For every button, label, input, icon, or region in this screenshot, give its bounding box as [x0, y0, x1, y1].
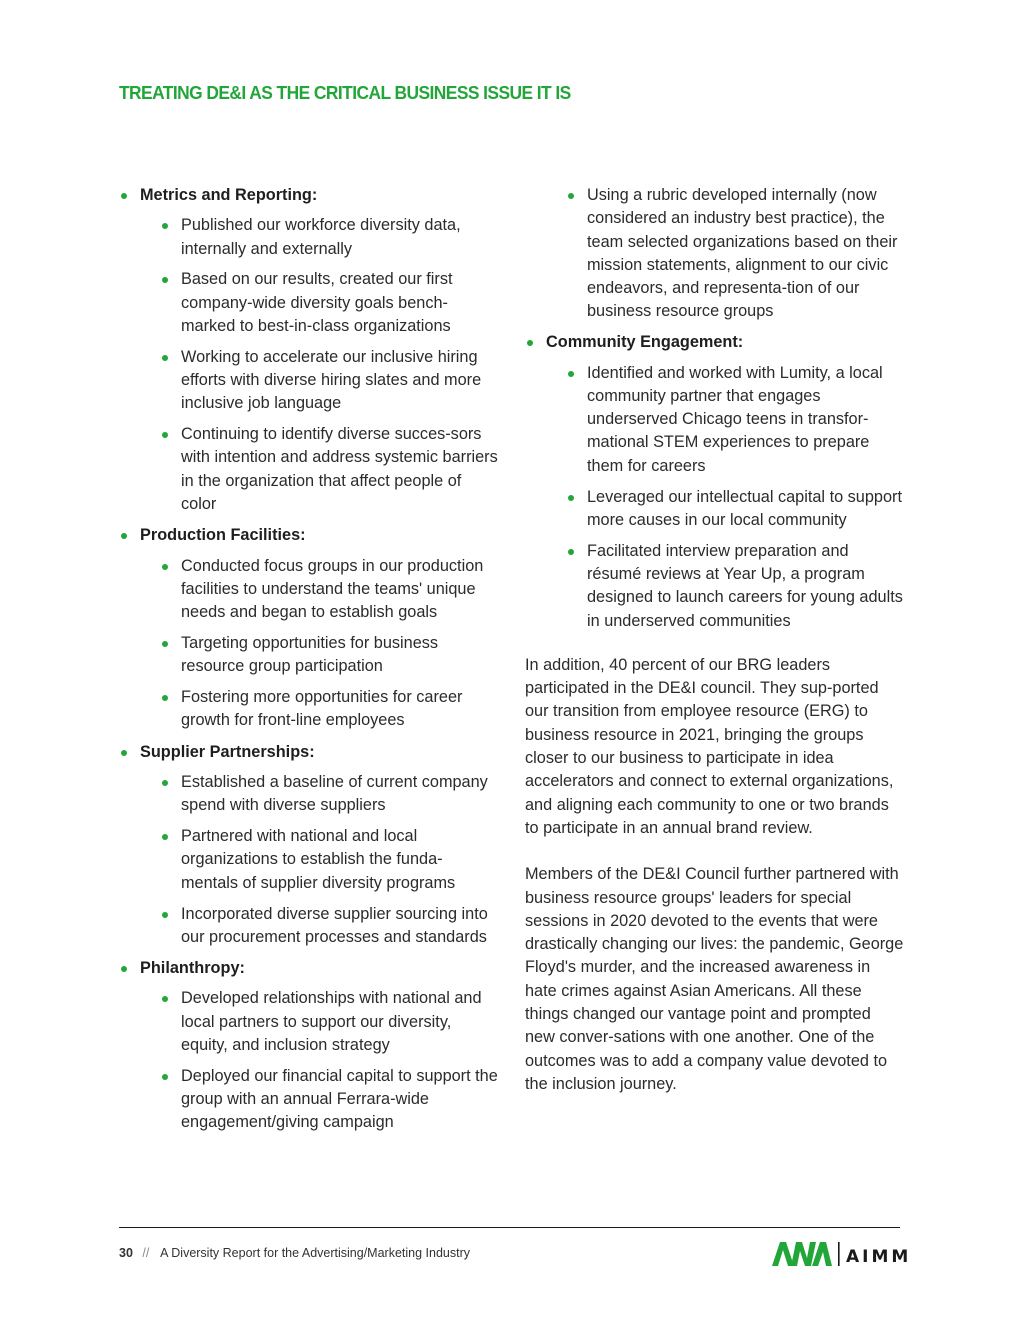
section-title: Production Facilities:	[140, 526, 306, 545]
report-title: A Diversity Report for the Advertising/Marketing Industry	[160, 1246, 470, 1260]
footer-separator: //	[142, 1246, 150, 1260]
section-list	[525, 331, 905, 633]
section-title: Supplier Partnerships:	[140, 742, 315, 761]
list-item	[160, 555, 499, 625]
bullet-icon	[162, 912, 168, 918]
logo-divider	[838, 1242, 840, 1266]
list-item	[160, 771, 499, 818]
list-item	[160, 346, 499, 416]
partner-logos	[772, 1238, 912, 1270]
footer	[119, 1246, 470, 1260]
item-text: Working to accelerate our inclusive hiring efforts with diverse hiring slates and more inclusive job language	[181, 347, 482, 413]
section-production-facilities	[119, 524, 499, 732]
right-column	[525, 184, 905, 1119]
bullet-icon	[121, 193, 127, 199]
page-number: 30	[119, 1246, 133, 1260]
item-text: Targeting opportunities for business resource group participation	[181, 634, 439, 676]
item-list	[140, 771, 499, 949]
left-column	[119, 184, 499, 1143]
item-text: Published our workforce diversity data, internally and externally	[181, 216, 461, 258]
list-item	[160, 1065, 499, 1135]
item-text: Continuing to identify diverse succes-sors with intention and address systemic barriers in the organization that affect people of color	[181, 425, 498, 514]
bullet-icon	[162, 996, 168, 1002]
aimm-logo: AIMM	[846, 1247, 912, 1267]
item-text: Fostering more opportunities for career growth for front-line employees	[181, 688, 463, 730]
item-text: Deployed our financial capital to support the group with an annual Ferrara-wide engagement/giving campaign	[181, 1066, 498, 1132]
list-item	[160, 423, 499, 516]
list-item	[566, 540, 905, 633]
list-item	[160, 903, 499, 950]
section-list	[119, 184, 499, 1135]
bullet-icon	[162, 277, 168, 283]
item-text: Incorporated diverse supplier sourcing into our procurement processes and standards	[181, 904, 488, 946]
body-paragraph: Members of the DE&I Council further partnered with business resource groups' leaders for special sessions in 2020 devoted to the events that were drastically changing our lives: the pandemic, George Floyd's murder, and the increased awareness in hate crimes against Asian Americans. All these things changed our vantage point and prompted new conver-sations with one another. One of the outcomes was to add a company value devoted to the inclusion journey.	[525, 865, 904, 1093]
section-supplier-partnerships	[119, 741, 499, 949]
section-philanthropy	[119, 957, 499, 1135]
item-text: Partnered with national and local organizations to establish the funda-mentals of supplier diversity programs	[181, 827, 456, 892]
svg-text:ANA: ANA	[772, 1269, 775, 1270]
body-paragraph: In addition, 40 percent of our BRG leaders participated in the DE&I council. They sup-ported our transition from employee resource (ERG) to business resource in 2021, bringing the groups closer to our business to participate in idea accelerators and connect to external organizations, and aligning each community to one or two brands to participate in an annual brand review.	[525, 655, 894, 837]
ana-logo	[772, 1242, 832, 1270]
list-item	[160, 825, 499, 895]
bullet-icon	[162, 834, 168, 840]
item-text: Identified and worked with Lumity, a local community partner that engages underserved Chicago teens in transfor-mational STEM experiences to prepare them for careers	[587, 363, 883, 475]
list-item	[160, 214, 499, 261]
list-item	[160, 987, 499, 1057]
list-item	[566, 362, 905, 478]
list-item	[160, 268, 499, 338]
bullet-icon	[568, 371, 574, 377]
item-text: Based on our results, created our first company-wide diversity goals bench-marked to best-in-class organizations	[181, 270, 453, 335]
section-title: Philanthropy:	[140, 959, 245, 978]
bullet-icon	[162, 564, 168, 570]
list-item	[160, 632, 499, 679]
section-title: Community Engagement:	[546, 333, 744, 352]
bullet-icon	[121, 533, 127, 539]
bullet-icon	[121, 750, 127, 756]
list-item	[566, 184, 905, 324]
continued-item-list	[525, 184, 905, 324]
bullet-icon	[568, 193, 574, 199]
item-list	[140, 987, 499, 1134]
item-text: Conducted focus groups in our production facilities to understand the teams' unique needs and began to establish goals	[181, 556, 484, 622]
item-text: Using a rubric developed internally (now considered an industry best practice), the team selected organizations based on their mission statements, alignment to our civic endeavors, and representa-tion of our business resource groups	[587, 186, 898, 321]
bullet-icon	[568, 495, 574, 501]
item-list	[140, 555, 499, 733]
item-text: Leveraged our intellectual capital to support more causes in our local community	[587, 487, 902, 529]
bullet-icon	[162, 223, 168, 229]
bullet-icon	[162, 641, 168, 647]
footer-divider	[119, 1227, 900, 1228]
page-heading: TREATING DE&I AS THE CRITICAL BUSINESS ISSUE IT IS	[119, 82, 571, 103]
list-item	[566, 486, 905, 533]
item-text: Facilitated interview preparation and résumé reviews at Year Up, a program designed to launch careers for young adults in underserved communities	[587, 541, 903, 630]
list-item	[160, 686, 499, 733]
section-metrics-reporting	[119, 184, 499, 516]
item-text: Established a baseline of current company spend with diverse suppliers	[181, 773, 488, 815]
bullet-icon	[162, 695, 168, 701]
bullet-icon	[162, 1074, 168, 1080]
bullet-icon	[162, 355, 168, 361]
bullet-icon	[162, 780, 168, 786]
item-list	[546, 362, 905, 633]
bullet-icon	[121, 966, 127, 972]
section-title: Metrics and Reporting:	[140, 186, 318, 204]
bullet-icon	[568, 549, 574, 555]
section-community-engagement	[525, 331, 905, 633]
bullet-icon	[527, 340, 533, 346]
bullet-icon	[162, 432, 168, 438]
item-text: Developed relationships with national and local partners to support our diversity, equity, and inclusion strategy	[181, 989, 482, 1054]
item-list	[140, 214, 499, 516]
